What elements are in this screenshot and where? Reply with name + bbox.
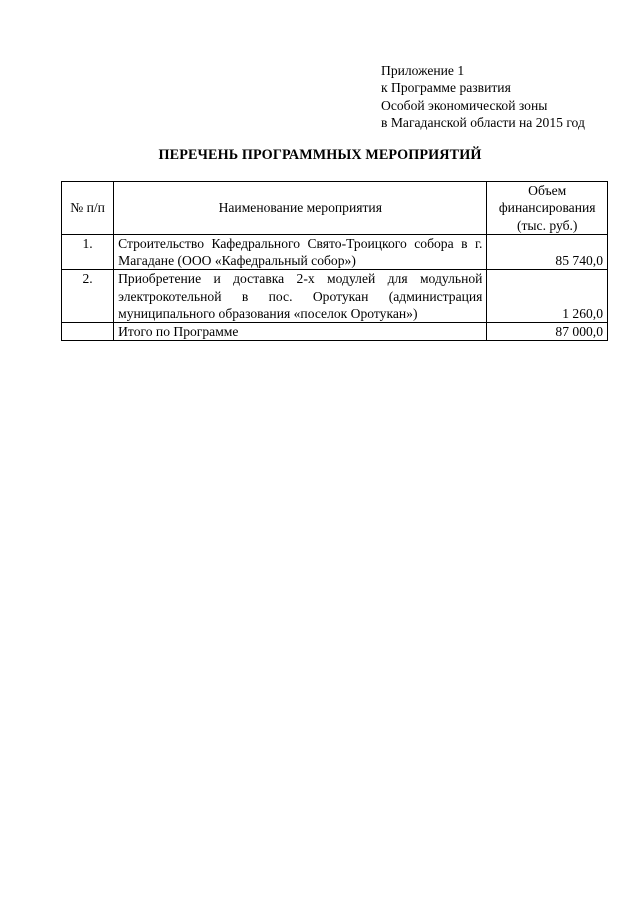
row-number: 1. (62, 235, 114, 270)
total-number-empty (62, 323, 114, 341)
appendix-line: к Программе развития (381, 80, 511, 96)
table-row (62, 235, 608, 270)
row-event-name-text: Строительство Кафедрального Свято-Троицкого собора в г. Магадане (ООО «Кафедральный собор») (118, 236, 483, 269)
row-event-name (114, 235, 487, 270)
row-event-name (114, 270, 487, 323)
header-event-name: Наименование мероприятия (114, 182, 487, 235)
appendix-line: Приложение 1 (381, 63, 465, 78)
row-event-name-text: Приобретение и доставка 2-х модулей для модульной электрокотельной в пос. Оротукан (администрация муниципального образования «поселок Оротукан») (118, 271, 483, 321)
appendix-line: в Магаданской области на 2015 год (381, 114, 585, 130)
total-label: Итого по Программе (114, 323, 487, 341)
events-table (61, 181, 608, 341)
appendix-line: Особой экономической зоны (381, 97, 548, 113)
header-funding: Объем финансирования (тыс. руб.) (487, 182, 608, 235)
appendix-block (381, 62, 585, 131)
table-row (62, 270, 608, 323)
table-total-row (62, 323, 608, 341)
document-title: ПЕРЕЧЕНЬ ПРОГРАММНЫХ МЕРОПРИЯТИЙ (158, 147, 482, 163)
row-funding: 85 740,0 (487, 235, 608, 270)
row-funding: 1 260,0 (487, 270, 608, 323)
total-funding: 87 000,0 (487, 323, 608, 341)
table-header-row (62, 182, 608, 235)
header-number: № п/п (62, 182, 114, 235)
row-number: 2. (62, 270, 114, 323)
